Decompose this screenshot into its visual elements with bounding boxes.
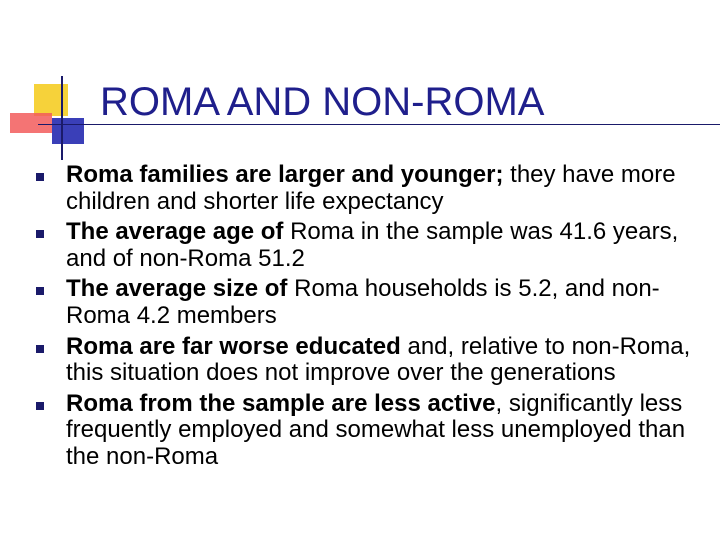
bullet-text: and, relative to non-Roma, this situation does not improve over the generations	[66, 332, 691, 387]
bullet-item	[36, 162, 696, 215]
bullet-list	[36, 162, 696, 475]
bullet-text: , significantly less frequently employed and somewhat less unemployed than the non-Roma	[66, 389, 686, 470]
bullet-text: Roma households is 5.2, and non-Roma 4.2 members	[66, 275, 660, 329]
bullet-bold-text: The average age of	[66, 218, 284, 246]
bullet-text: Roma in the sample was 41.6 years, and of non-Roma 51.2	[66, 218, 679, 272]
bullet-bold-text: The average size of	[66, 275, 288, 303]
bullet-text: they have more children and shorter life expectancy	[66, 161, 676, 215]
bullet-bold-text: Roma are far worse educated	[66, 332, 401, 360]
square-bullet-icon	[36, 287, 44, 295]
square-bullet-icon	[36, 402, 44, 410]
logo-red-square	[10, 113, 52, 133]
slide-title: ROMA AND NON-ROMA	[100, 80, 545, 124]
square-bullet-icon	[36, 230, 44, 238]
bullet-item	[36, 391, 696, 471]
bullet-item	[36, 276, 696, 329]
square-bullet-icon	[36, 345, 44, 353]
bullet-bold-text: Roma from the sample are less active	[66, 389, 496, 417]
logo-vertical-line	[61, 76, 63, 160]
bullet-item	[36, 334, 696, 387]
logo-yellow-square	[34, 84, 68, 116]
bullet-item	[36, 219, 696, 272]
square-bullet-icon	[36, 173, 44, 181]
logo-blue-square	[52, 118, 84, 144]
bullet-bold-text: Roma families are larger and younger;	[66, 161, 504, 188]
